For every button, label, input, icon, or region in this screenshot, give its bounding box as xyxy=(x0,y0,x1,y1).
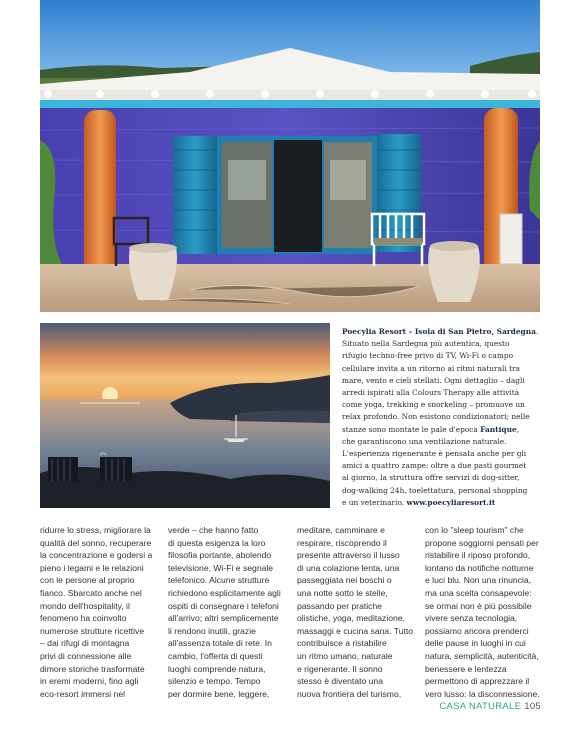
text-line: richiedono esplicitamente agli xyxy=(168,587,281,598)
sunset-illustration xyxy=(40,323,330,508)
text-line: privi di connessione alle xyxy=(40,650,132,661)
caption-line: amici a quattro zampe: oltre a due pasti gourmet xyxy=(342,461,527,471)
text-line: con lo "sleep tourism" che xyxy=(425,525,524,535)
text-line: passando per pratiche xyxy=(297,600,383,611)
page-number: 105 xyxy=(524,701,541,712)
caption-line: Situato nella Sardegna più autentica, questo xyxy=(342,339,510,349)
text-line: per dormire bene, leggere, xyxy=(168,688,270,699)
caption-line: mare, vento e cieli stellati. Ogni dettaglio – dagli xyxy=(342,375,525,385)
text-line: benessere e lentezza xyxy=(425,663,507,674)
right-shutter xyxy=(377,134,421,252)
caption-line: e un veterinario. xyxy=(342,497,405,507)
text-line: una notte sotto le stelle, xyxy=(297,587,388,598)
text-line: qualità del sonno, recuperare xyxy=(40,537,152,548)
caption-line: al giorno, la struttura offre servizi di dog-sitter, xyxy=(342,473,520,483)
text-line: passeggiata nei boschi o xyxy=(297,575,392,586)
caption-website[interactable]: www.poecyliaresort.it xyxy=(406,497,496,507)
text-line: contribuisce a ristabilire xyxy=(297,638,387,649)
caption-line: dog-walking 24h, toelettatura, personal shopping xyxy=(342,485,528,495)
caption-line: come yoga, trekking e snorkeling – promuove un xyxy=(342,400,525,410)
resort-caption: Poecylia Resort – Isola di San Pietro, Sardegna. Situato nella Sardegna più autentica, questo rifugio techno-free privo di TV, Wi-Fi o campo cellulare invita a un ritorno ai ritmi naturali tra mare, vento e cieli stellati. Ogni dettaglio – dagli arredi ispirati alla Colours Therapy alle attività come yoga, trekking e snorkeling – promuove un relax profondo. Non esistono condizionatori; nelle stanze sono montate le pale d'epoca Fantique, che garantiscono una ventilazione naturale. L'esperienza rigenerante è pensata anche per gli amici a quattro zampe: oltre a due pasti gourmet al giorno, la struttura offre servizi di dog-sitter, dog-walking 24h, toelettatura, personal shopping e un veterinario. www.poecyliaresort.it xyxy=(342,327,539,507)
text-line: li rendono inutili, grazie xyxy=(168,625,256,636)
magazine-name: CASA NATURALE xyxy=(439,701,522,712)
text-line: ospiti di consegnare i telefoni xyxy=(168,600,279,611)
text-line: vero lusso: la disconnessione. xyxy=(425,688,540,699)
text-line: respirare, riscoprendo il xyxy=(297,537,387,548)
caption-line: L'esperienza rigenerante è pensata anche per gli xyxy=(342,449,527,459)
text-line: pieno i legami e le relazioni xyxy=(40,562,144,573)
text-line: di una colazione lenta, una xyxy=(297,562,400,573)
caption-line: cellulare invita a un ritorno ai ritmi naturali tra xyxy=(342,363,520,373)
text-line: stesso è diventato una xyxy=(297,676,383,687)
caption-line: rifugio techno-free privo di TV, Wi-Fi o campo xyxy=(342,351,514,361)
cyan-trim xyxy=(40,100,540,108)
resort-house-photo xyxy=(40,0,540,312)
caption-brand: Fantique xyxy=(480,424,517,434)
text-line: e rigenerante. Il sonno xyxy=(297,663,383,674)
text-line: nuova frontiera del turismo, xyxy=(297,688,402,699)
text-line: verde – che hanno fatto xyxy=(168,525,259,535)
body-column-1 xyxy=(40,524,156,700)
text-line: in eremi moderni, fino agli xyxy=(40,676,139,687)
text-line: massaggi e cucina sana. Tutto xyxy=(297,625,414,636)
page-footer xyxy=(439,701,541,712)
text-line: televisione, Wi-Fi e segnale xyxy=(168,562,274,573)
text-line: meditare, camminare e xyxy=(297,525,385,535)
text-line: possiamo ancora prenderci xyxy=(425,625,529,636)
text-line: propone soggiorni pensati per xyxy=(425,537,539,548)
text-line: olistiche, yoga, meditazione, xyxy=(297,613,405,624)
caption-line: che garantiscono una ventilazione naturale. xyxy=(342,436,507,446)
text-line: un ritmo umano, naturale xyxy=(297,650,393,661)
body-column-2 xyxy=(168,524,280,700)
text-line: all'assenza totale di rete. In xyxy=(168,638,272,649)
text-line: luoghi comprende natura, xyxy=(168,663,266,674)
text-line: di questa esigenza la loro xyxy=(168,537,266,548)
text-line: lontano da notifiche notturne xyxy=(425,562,534,573)
caption-line: relax profondo. Non esistono condizionatori; nelle xyxy=(342,412,530,422)
text-line: delle pause in luoghi in cui xyxy=(425,638,526,649)
text-line: permettono di apprezzare il xyxy=(425,676,530,687)
body-column-3 xyxy=(297,524,413,700)
text-line: fianco. Sbarcato anche nel xyxy=(40,587,142,598)
dark-doorway xyxy=(274,140,322,252)
text-line: silenzio e tempo. Tempo xyxy=(168,676,261,687)
caption-title: Poecylia Resort – Isola di San Pietro, Sardegna xyxy=(342,327,536,336)
text-line: e luci blu. Non una rinuncia, xyxy=(425,575,532,586)
text-line: ristabilire il riposo profondo, xyxy=(425,550,531,561)
text-line: eco-resort immersi nel xyxy=(40,688,126,699)
terracotta-urn-right xyxy=(428,241,480,302)
text-line: filosofia portante, abolendo xyxy=(168,550,272,561)
text-line: natura, semplicità, autenticità, xyxy=(425,650,539,661)
text-line: numerose strutture ricettive xyxy=(40,625,145,636)
text-line: ma una scelta consapevole: xyxy=(425,587,532,598)
caption-line: arredi ispirati alla Colours Therapy alle attività xyxy=(342,388,520,398)
text-line: presente attraverso il lusso xyxy=(297,550,400,561)
text-line: telefonico. Alcune strutture xyxy=(168,575,270,586)
text-line: – dai rifugi di montagna xyxy=(40,638,130,649)
terracotta-urn-left xyxy=(129,243,177,300)
body-column-4 xyxy=(425,524,542,700)
text-line: con le persone al proprio xyxy=(40,575,135,586)
resort-house-illustration xyxy=(40,0,540,312)
caption-line: stanze sono montate le pale d'epoca xyxy=(342,424,478,434)
text-line: la concentrazione e godersi a xyxy=(40,550,153,561)
text-line: cambio, l'offerta di questi xyxy=(168,650,263,661)
text-line: dimore storiche trasformate xyxy=(40,663,145,674)
sunset-sea-photo xyxy=(40,323,330,508)
text-line: mondo dell'hospitality, il xyxy=(40,600,130,611)
text-line: se ormai non è più possibile xyxy=(425,600,532,611)
text-line: vivere senza tecnologia, xyxy=(425,613,518,624)
left-shutter xyxy=(173,136,217,254)
pergola-beam xyxy=(40,90,540,100)
text-line: ridurre lo stress, migliorare la xyxy=(40,525,151,535)
text-line: all'arrivo; altri semplicemente xyxy=(168,613,279,624)
text-line: fenomeno ha coinvolto xyxy=(40,613,127,624)
